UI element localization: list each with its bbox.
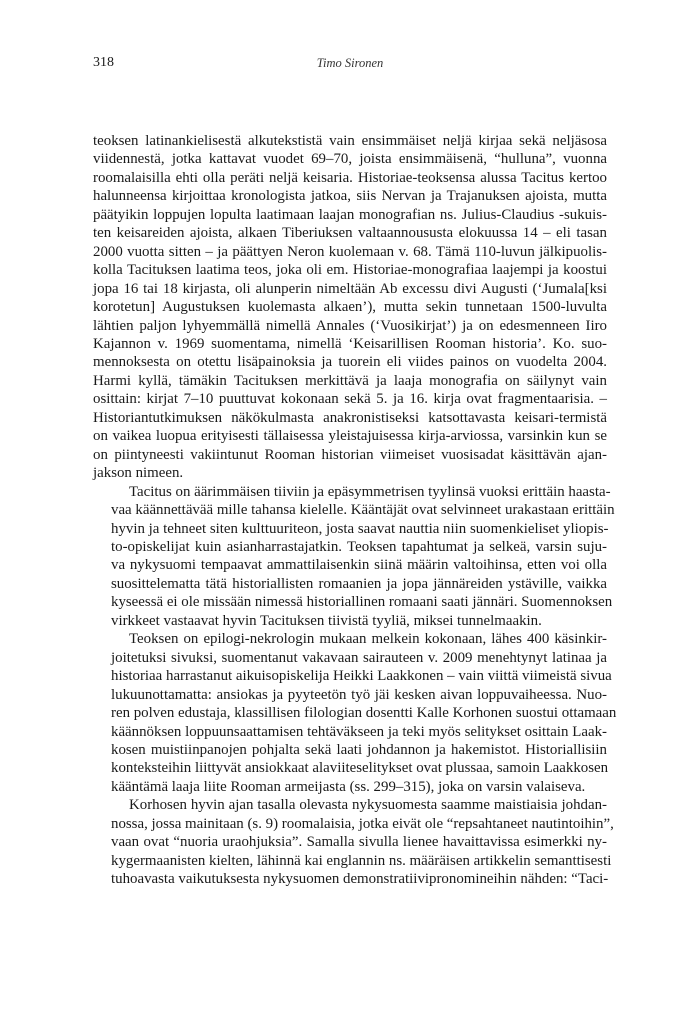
text-line: viidennestä, jotka kattavat vuodet 69–70, joista ensimmäisenä, “hulluna”, vuonna xyxy=(93,151,607,168)
text-line: kygermaanisten kielten, lähinnä kai englannin ns. määräisen artikkelin semanttisesti xyxy=(111,852,612,869)
text-line: Teoksen on epilogi-nekrologin mukaan melkein kokonaan, lähes 400 käsinkir- xyxy=(129,631,607,648)
text-line: mennoksesta on otettu lisäpainoksia ja tuorein eli viides painos on vuodelta 2004. xyxy=(93,354,607,371)
text-line: on vaikea luopua erityisesti tällaisessa yleistajuisessa kirja-arviossa, varsinkin kun se xyxy=(93,428,607,445)
text-line: Historiantutkimuksen näkökulmasta anakronistiseksi katsottavasta keisari-termistä xyxy=(93,409,607,426)
text-line: historiaa harrastanut aikuisopiskelija Heikki Laakkonen – vain viittä viimeistä sivua xyxy=(111,668,612,685)
text-line: kolla Tacituksen laatima teos, joka oli em. Historiae-monografiaa laajempi ja koostui xyxy=(93,262,607,279)
text-line: suosittelematta tätä historiallisten romaanien ja jopa jännäreiden ystäville, vaikka xyxy=(111,575,607,592)
text-line: virkkeet vastaavat hyvin Tacituksen tiivistä tyyliä, miksei tunnelmaakin. xyxy=(111,612,542,629)
text-line: ren polven edustaja, klassillisen filologian dosentti Kalle Korhonen suostui ottamaan xyxy=(111,705,617,722)
text-line: tuhoavasta vaikutuksesta nykysuomen demonstratiivipronomineihin nähden: “Taci- xyxy=(111,871,609,888)
text-line: kosen muistiinpanojen pohjalta sekä laati johdannon ja hakemistot. Historiallisiin xyxy=(111,741,607,758)
text-line: Kajannon v. 1969 suomentama, nimellä ‘Keisarillisen Rooman historia’. Ko. suo- xyxy=(93,335,607,352)
text-line: teoksen latinankielisestä alkutekstistä vain ensimmäiset neljä kirjaa sekä neljäsosa xyxy=(93,133,607,149)
text-line: 2000 vuotta sitten – ja päättyen Neron kuolemaan v. 68. Tämä 110-luvun jälkipuolis- xyxy=(93,243,607,260)
text-line: vaa käännettävää mille tahansa kielelle. Kääntäjät ovat selvinneet urakastaan erittäin xyxy=(111,502,615,519)
text-line: va nykysuomi tempaavat ammattilaisenkin siinä määrin valtoihinsa, etten voi olla xyxy=(111,557,607,574)
text-line: osittain: kirjat 7–10 puuttuvat kokonaan sekä 5. ja 16. kirja ovat fragmentaarisia. – xyxy=(93,391,607,408)
text-line: konteksteihin liittyvät ansiokkaat alaviiteselitykset ovat plussaa, samoin Laakkosen xyxy=(111,760,609,777)
text-line: päätyikin loppujen lopulta laatimaan laajan monografian ns. Julius-Claudius -sukuis- xyxy=(93,206,607,223)
text-line: nossa, jossa mainitaan (s. 9) roomalaisia, jotka eivät ole “repsahtaneet nautintoihin”, xyxy=(111,815,614,832)
text-line: hyvin ja tehneet siten kulttuuriteon, josta saavat nauttia niin suomenkieliset yliopis- xyxy=(111,520,609,537)
text-line: roomalaisilla ehti olla peräti neljä keisaria. Historiae-teoksensa alussa Tacitus kertoo xyxy=(93,169,607,186)
text-line: kyseessä ei ole missään nimessä historiallinen romaani saati jännäri. Suomennoksen xyxy=(111,594,613,611)
text-line: vaan ovat “nuoria uraohjuksia”. Samalla sivulla lienee havaittavissa esimerkki ny- xyxy=(111,834,607,851)
text-line: käännöksen loppuunsaattamisen tehtäväkseen ja teki myös selitykset osittain Laak- xyxy=(111,723,607,740)
body-text xyxy=(93,132,617,889)
paragraph xyxy=(93,630,617,796)
paragraph xyxy=(93,132,607,483)
paragraph xyxy=(93,796,614,888)
text-line: to-opiskelijat kuin asianharrastajatkin. Teoksen tapahtumat ja selkeä, varsin suju- xyxy=(111,538,607,555)
text-line: lähtien paljon lyhyemmällä nimellä Annales (‘Vuosikirjat’) ja on edesmenneen Iiro xyxy=(93,317,607,334)
text-line: korotetun] Augustuksen kuolemasta alkaen’), mutta sekin tunnetaan 1500-luvulta xyxy=(93,299,607,316)
text-line: joitetuksi sivuksi, suomentanut vakavaan sairauteen v. 2009 menehtynyt latinaa ja xyxy=(111,649,607,666)
text-line: halunneensa kirjoittaa kronologista jatkoa, siis Nervan ja Trajanuksen ajoista, mutta xyxy=(93,188,607,205)
running-head-author: Timo Sironen xyxy=(316,56,384,70)
text-line: jakson nimeen. xyxy=(93,465,184,482)
text-line: jopa 16 tai 18 kirjasta, oli alunperin nimeltään Ab excessu divi Augusti (‘Jumala[ksi xyxy=(93,280,607,297)
text-line: Harmi kyllä, tämäkin Tacituksen merkittävä ja laaja monografia on säilynyt vain xyxy=(93,372,607,389)
text-line: lukuunottamatta: ansiokas ja pyyteetön työ jäi kesken aivan loppuvaiheessa. Nuo- xyxy=(111,686,607,703)
text-line: Tacitus on äärimmäisen tiiviin ja epäsymmetrisen tyylinsä vuoksi erittäin haasta- xyxy=(129,483,611,500)
text-line: ten keisareiden ajoista, alkaen Tiberiuksen valtaannoususta elokuussa 14 – eli tasan xyxy=(93,225,607,242)
text-line: on piintyneesti vakiintunut Rooman historian viimeiset vuosisadat käsittävän ajan- xyxy=(93,446,607,463)
page-number: 318 xyxy=(93,55,114,70)
paragraph xyxy=(93,483,615,631)
text-line: Korhosen hyvin ajan tasalla olevasta nykysuomesta saamme maistiaisia johdan- xyxy=(129,797,607,814)
text-line: kääntämä laaja liite Rooman armeijasta (ss. 299–315), joka on varsin valaiseva. xyxy=(111,778,586,795)
